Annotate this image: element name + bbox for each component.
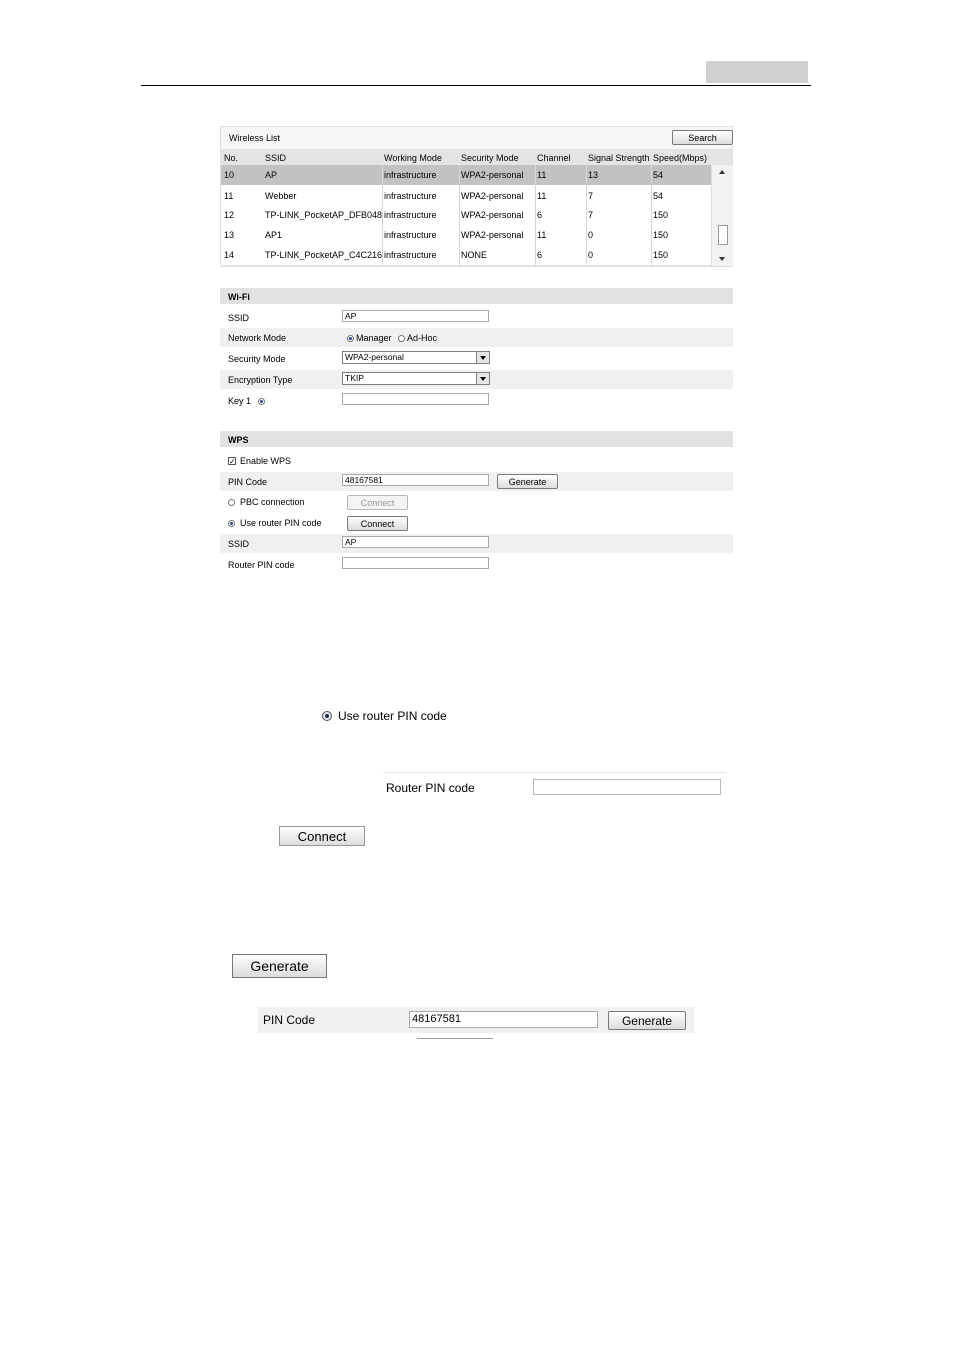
use-router-pin-radio-zoom[interactable] [322, 711, 332, 721]
security-mode-label: Security Mode [228, 354, 286, 364]
cell-speed: 150 [653, 210, 669, 220]
encryption-type-label: Encryption Type [228, 375, 293, 385]
key-row [220, 391, 733, 410]
adhoc-label: Ad-Hoc [407, 333, 438, 343]
cell-security-mode: WPA2-personal [461, 230, 524, 240]
scroll-down-icon[interactable] [719, 257, 725, 261]
wifi-section-title: Wi-Fi [228, 292, 250, 302]
key-1-radio[interactable] [258, 398, 265, 405]
cell-security-mode: WPA2-personal [461, 210, 524, 220]
pbc-radio[interactable] [228, 499, 235, 506]
cell-signal: 0 [588, 250, 594, 260]
adhoc-radio[interactable] [398, 335, 405, 342]
encryption-type-value: TKIP [345, 373, 364, 383]
enable-wps-row [220, 451, 733, 470]
cell-security-mode: WPA2-personal [461, 170, 524, 180]
table-row[interactable] [221, 205, 711, 226]
wps-section-header [220, 431, 733, 447]
pin-code-row-zoom [258, 1007, 694, 1033]
pbc-label: PBC connection [240, 497, 305, 507]
router-pin-row-zoom [383, 772, 726, 799]
cell-no: 12 [224, 210, 235, 220]
cell-working-mode: infrastructure [384, 230, 437, 240]
chevron-down-icon[interactable] [476, 373, 489, 384]
key-label: Key 1 [228, 396, 252, 406]
cell-speed: 150 [653, 230, 669, 240]
column-header-working-mode: Working Mode [384, 153, 442, 163]
cell-speed: 150 [653, 250, 669, 260]
cell-ssid: Webber [265, 191, 297, 201]
use-router-pin-row [220, 514, 733, 533]
table-row[interactable] [221, 165, 711, 186]
cell-no: 14 [224, 250, 235, 260]
wps-ssid-row [220, 534, 733, 553]
security-mode-row [220, 349, 733, 368]
cell-ssid: TP-LINK_PocketAP_C4C216 [265, 250, 383, 260]
cell-speed: 54 [653, 191, 664, 201]
table-row[interactable] [221, 245, 711, 266]
connect-button-zoom[interactable]: Connect [279, 826, 365, 846]
wps-panel [220, 431, 733, 576]
table-row[interactable] [221, 225, 711, 246]
encryption-type-row [220, 370, 733, 389]
cell-working-mode: infrastructure [384, 191, 437, 201]
wifi-section-header [220, 288, 733, 304]
table-row[interactable] [221, 185, 711, 206]
header-rule [141, 85, 811, 86]
column-header-speed: Speed(Mbps) [653, 153, 708, 163]
cell-speed: 54 [653, 170, 664, 180]
cell-no: 10 [224, 170, 235, 180]
column-header-signal-strength: Signal Strength [588, 153, 650, 163]
security-mode-value: WPA2-personal [345, 352, 404, 362]
column-header-ssid: SSID [265, 153, 287, 163]
router-pin-input-zoom[interactable] [533, 779, 721, 795]
cell-working-mode: infrastructure [384, 170, 437, 180]
wifi-ssid-input[interactable]: AP [342, 310, 489, 322]
generate-button-zoom-2[interactable]: Generate [608, 1011, 686, 1030]
wireless-list-header [221, 149, 732, 165]
cell-signal: 7 [588, 191, 594, 201]
enable-wps-label: Enable WPS [240, 456, 292, 466]
cell-channel: 11 [537, 230, 547, 240]
cell-channel: 6 [537, 210, 543, 220]
wifi-panel [220, 288, 733, 413]
wireless-list-scrollbar[interactable] [711, 165, 733, 266]
router-pin-connect-button[interactable]: Connect [347, 516, 408, 531]
wps-section-title: WPS [228, 435, 249, 445]
use-router-pin-radio[interactable] [228, 520, 235, 527]
manager-radio[interactable] [347, 335, 354, 342]
cell-signal: 0 [588, 230, 594, 240]
router-pin-label-zoom: Router PIN code [386, 781, 475, 795]
router-pin-label: Router PIN code [228, 560, 295, 570]
key-input[interactable] [342, 393, 489, 405]
cell-no: 11 [224, 191, 234, 201]
cell-signal: 7 [588, 210, 594, 220]
wps-ssid-label: SSID [228, 539, 250, 549]
pin-code-label: PIN Code [228, 477, 268, 487]
cell-ssid: AP1 [265, 230, 283, 240]
cell-security-mode: WPA2-personal [461, 191, 524, 201]
pin-code-input-zoom[interactable]: 48167581 [409, 1011, 598, 1028]
generate-button[interactable]: Generate [497, 474, 558, 489]
wireless-list-title: Wireless List [229, 133, 281, 143]
cell-working-mode: infrastructure [384, 250, 437, 260]
wifi-ssid-row [220, 308, 733, 327]
enable-wps-checkbox[interactable]: ✓ [229, 457, 236, 466]
network-mode-label: Network Mode [228, 333, 287, 343]
column-header-security-mode: Security Mode [461, 153, 519, 163]
cell-security-mode: NONE [461, 250, 488, 260]
search-button[interactable]: Search [672, 130, 733, 145]
encryption-type-select[interactable] [342, 372, 490, 385]
pin-code-row [220, 472, 733, 491]
cell-no: 13 [224, 230, 235, 240]
wireless-list-panel [220, 126, 733, 267]
cell-channel: 11 [537, 170, 547, 180]
pin-code-underline [417, 1038, 493, 1039]
use-router-pin-label: Use router PIN code [240, 518, 322, 528]
use-router-pin-label-zoom: Use router PIN code [338, 709, 447, 723]
pbc-connect-button[interactable]: Connect [347, 495, 408, 510]
scroll-up-icon[interactable] [719, 170, 725, 174]
column-header-no: No. [224, 153, 239, 163]
router-pin-input[interactable] [342, 557, 489, 569]
generate-button-zoom[interactable]: Generate [232, 954, 327, 978]
cell-channel: 6 [537, 250, 543, 260]
network-mode-row [220, 328, 733, 347]
pin-code-input[interactable]: 48167581 [342, 474, 489, 486]
router-pin-row [220, 555, 733, 574]
cell-working-mode: infrastructure [384, 210, 437, 220]
chevron-down-icon[interactable] [476, 352, 489, 363]
wps-ssid-input[interactable]: AP [342, 536, 489, 548]
header-tab [706, 61, 808, 83]
wifi-ssid-label: SSID [228, 313, 250, 323]
cell-ssid: TP-LINK_PocketAP_DFB048 [265, 210, 383, 220]
cell-ssid: AP [265, 170, 278, 180]
cell-signal: 13 [588, 170, 599, 180]
security-mode-select[interactable] [342, 351, 490, 364]
scroll-thumb[interactable] [718, 225, 728, 245]
cell-channel: 11 [537, 191, 547, 201]
column-header-channel: Channel [537, 153, 571, 163]
pin-code-label-zoom: PIN Code [263, 1013, 316, 1027]
pbc-row [220, 493, 733, 512]
manager-label: Manager [356, 333, 392, 343]
